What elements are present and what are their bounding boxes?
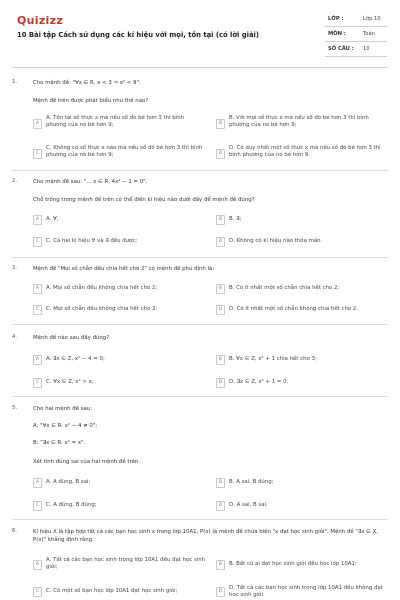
- option-box: D: [216, 501, 225, 511]
- question-number: 3.: [12, 265, 18, 271]
- option-text: A. Tất cả các bạn học sinh trong lớp 10A1 đều đạt học sinh giỏi;: [46, 557, 206, 570]
- option-text: D. Có ít nhất một số chẵn không chia hết cho 2.: [229, 306, 359, 312]
- statement-b: B: "∃x ∈ R: x² = x".: [33, 440, 86, 446]
- option-box: D: [216, 305, 225, 315]
- question-number: 6.: [12, 528, 18, 534]
- question-text: Mệnh đề nào sau đây đúng?: [33, 335, 110, 341]
- question-divider: [12, 519, 388, 520]
- option-text: C. A đúng, B đúng;: [46, 502, 97, 508]
- question-subtext: Xét tính đúng sai của hai mệnh đề trên.: [33, 459, 141, 465]
- worksheet-header: [0, 0, 400, 70]
- option-box: C: [33, 587, 42, 597]
- meta-divider: [325, 26, 387, 27]
- option-box: C: [33, 237, 42, 247]
- question-divider: [12, 170, 388, 171]
- option-text: C. ∀x ∈ Z, x² > x;: [46, 379, 94, 385]
- option-text: B. Bất cứ ai đạt học sinh giỏi đều học lớp 10A1;: [229, 561, 357, 567]
- question-subtext: Chỗ trống trong mệnh đề trên có thể điền kí hiệu nào dưới đây để mệnh đề đúng?: [33, 197, 255, 203]
- option-text: B. ∀x ∈ Z, x² + 1 chia hết cho 3;: [229, 356, 317, 362]
- statement-a: A: "∀x ∈ R: x² − 4 ≠ 0";: [33, 423, 98, 429]
- option-text: C. Cả hai kí hiệu ∀ và ∃ đều được;: [46, 238, 138, 244]
- option-text: A. A đúng, B sai;: [46, 479, 91, 485]
- meta-divider: [325, 56, 387, 57]
- option-text: D. Không có kí hiệu nào thỏa mãn.: [229, 238, 323, 244]
- option-text: B. Với mọi số thực x mà nếu số đó bé hơn 3 thì bình phương của nó bé hơn 9;: [229, 115, 369, 128]
- option-text: B. A sai, B đúng;: [229, 479, 274, 485]
- option-box: B: [216, 215, 225, 225]
- option-box: B: [216, 560, 225, 570]
- question-text: Cho mệnh đề: "∀x ∈ R, x < 3 ⇒ x² < 9".: [33, 80, 141, 86]
- meta-count-label: SỐ CÂU :: [328, 46, 354, 52]
- question-subtext: Mệnh đề trên được phát biểu như thế nào?: [33, 98, 149, 104]
- option-box: B: [216, 478, 225, 488]
- option-box: A: [33, 560, 42, 570]
- question-divider: [12, 324, 388, 325]
- option-box: D: [216, 378, 225, 388]
- meta-subject-label: MÔN :: [328, 31, 346, 37]
- option-text: D. Có duy nhất một số thực x mà nếu số đó bé hơn 3 thì bình phương của nó bé hơn 9.: [229, 145, 381, 158]
- option-box: A: [33, 355, 42, 365]
- option-box: C: [33, 378, 42, 388]
- question-text: Kí hiệu X là tập hợp tất cả các bạn học sinh x trong lớp 10A1, P(x) là mệnh đề chứa biến "x đạt học sinh giỏi". Mệnh đề "∃x ∈ X, P(x)" khẳng định rằng:: [33, 529, 378, 543]
- question-number: 1.: [12, 79, 18, 85]
- question-text: Mệnh đề "Mọi số chẵn đều chia hết cho 2" có mệnh đề phủ định là:: [33, 266, 215, 272]
- option-text: A. ∃x ∈ Z, x² − 4 = 0;: [46, 356, 105, 362]
- meta-class-label: LỚP :: [328, 16, 344, 22]
- meta-divider: [325, 41, 387, 42]
- question-number: 4.: [12, 334, 18, 340]
- question-divider: [12, 257, 388, 258]
- question-text: Cho hai mệnh đề sau:: [33, 406, 93, 412]
- option-box: D: [216, 149, 225, 159]
- option-text: B. Có ít nhất một số chẵn chia hết cho 2;: [229, 285, 340, 291]
- option-box: A: [33, 215, 42, 225]
- quizizz-logo[interactable]: Quizizz: [17, 14, 64, 27]
- option-box: B: [216, 119, 225, 129]
- header-rule: [12, 67, 388, 68]
- option-text: A. ∀;: [46, 216, 59, 222]
- option-text: B. ∃;: [229, 216, 242, 222]
- option-text: C. Mọi số chẵn đều không chia hết cho 2;: [46, 306, 158, 312]
- option-box: C: [33, 305, 42, 315]
- option-box: A: [33, 119, 42, 129]
- option-box: D: [216, 587, 225, 597]
- option-text: D. A sai, B sai.: [229, 502, 268, 508]
- question-number: 2.: [12, 178, 18, 184]
- option-text: D. ∃x ∈ Z, x² + 1 = 0.: [229, 379, 289, 385]
- option-box: C: [33, 149, 42, 159]
- meta-subject-value: Toán: [363, 31, 375, 37]
- option-box: D: [216, 237, 225, 247]
- option-box: B: [216, 284, 225, 294]
- meta-count-value: 10: [363, 46, 370, 52]
- option-box: A: [33, 478, 42, 488]
- question-text: Cho mệnh đề sau: "... x ∈ R, 4x² − 1 = 0".: [33, 179, 148, 185]
- option-text: A. Mọi số chẵn đều không chia hết cho 2;: [46, 285, 158, 291]
- question-number: 5.: [12, 405, 18, 411]
- option-text: C. Có một số bạn học lớp 10A1 đạt học sinh giỏi;: [46, 588, 178, 594]
- option-text: C. Không có số thực x nào mà nếu số đó bé hơn 3 thì bình phương của nó bé hơn 9;: [46, 145, 203, 158]
- option-box: C: [33, 501, 42, 511]
- option-text: A. Tồn tại số thực x mà nếu số đó bé hơn 3 thì bình phương của nó bé hơn 9;: [46, 115, 185, 128]
- meta-class-value: Lớp 10: [363, 16, 381, 22]
- option-text: D. Tất cả các bạn học sinh trong lớp 10A1 đều không đạt học sinh giỏi.: [229, 585, 383, 598]
- worksheet-title: 10 Bài tập Cách sử dụng các kí hiệu với mọi, tồn tại (có lời giải): [17, 31, 259, 39]
- option-box: A: [33, 284, 42, 294]
- question-divider: [12, 396, 388, 397]
- option-box: B: [216, 355, 225, 365]
